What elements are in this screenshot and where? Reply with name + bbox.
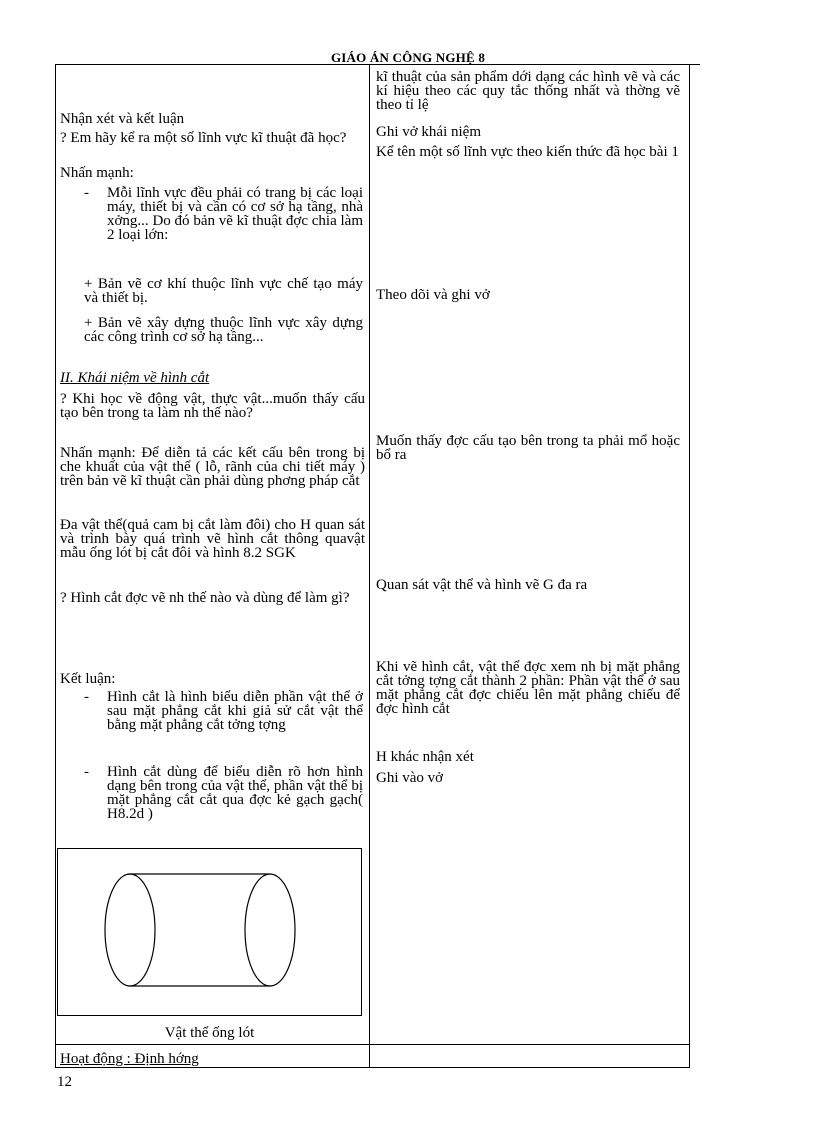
dua-vat-the: Đa vật thể(quả cam bị cắt làm đôi) cho H quan sát và trình bày quá trình vẽ hình cắt thông quavật mẫu ống lót bị cắt đôi và hình 8.2 SGK xyxy=(60,517,365,561)
figure-caption: Vật thể ống lót xyxy=(164,1025,255,1041)
right-quan-sat: Quan sát vật thể và hình vẽ G đa ra xyxy=(376,577,588,593)
right-ghi-vo-khai-niem: Ghi vở khái niệm xyxy=(376,124,481,140)
right-ke-ten: Kể tên một số lĩnh vực theo kiến thức đã học bài 1 xyxy=(376,144,679,160)
bullet-dash: - xyxy=(84,764,89,780)
header-rule xyxy=(55,64,700,65)
ket-luan-1: Hình cắt là hình biểu diễn phần vật thể ở sau mặt phẳng cắt khi giả sử cắt vật thể bằng mặt phẳng cắt tởng tợng xyxy=(107,689,363,733)
plus-co-khi: + Bản vẽ cơ khí thuộc lĩnh vực chế tạo máy và thiết bị. xyxy=(84,276,363,306)
right-ghi-vao-vo: Ghi vào vở xyxy=(376,770,444,786)
right-muon-thay: Muốn thấy đợc cấu tạo bên trong ta phải mổ hoặc bổ ra xyxy=(376,433,680,463)
footer-row-top-border xyxy=(55,1044,689,1045)
bullet-dash: - xyxy=(84,185,89,201)
nhan-manh-cat: Nhấn mạnh: Để diễn tả các kết cấu bên trong bị che khuất của vật thể ( lỗ, rãnh của chi tiết máy ) trên bản vẽ kĩ thuật cần phải dùng phơng pháp cắt xyxy=(60,445,365,489)
bullet-dash: - xyxy=(84,689,89,705)
question-linh-vuc: ? Em hãy kể ra một số lĩnh vực kĩ thuật đã học? xyxy=(60,130,347,146)
table-column-divider xyxy=(369,64,370,1068)
bullet-moi-linh-vuc: Mỗi lĩnh vực đều phải có trang bị các loại máy, thiết bị và cần có cơ sở hạ tầng, nhà xởng... Do đó bản vẽ kĩ thuật đợc chia làm 2 loại lớn: xyxy=(107,185,363,243)
right-h-khac: H khác nhận xét xyxy=(376,749,474,765)
question-hinh-cat: ? Hình cắt đợc vẽ nh thế nào và dùng để làm gì? xyxy=(60,590,350,606)
nhan-xet-heading: Nhận xét và kết luận xyxy=(60,111,185,127)
table-left-border xyxy=(55,64,56,1068)
section-hinh-cat-title: II. Khái niệm về hình cắt xyxy=(60,370,210,386)
ket-luan-2: Hình cắt dùng để biểu diễn rõ hơn hình dạng bên trong của vật thể, phần vật thể bị mặt phẳng cắt cắt qua đợc kẻ gạch gạch( H8.2d ) xyxy=(107,764,363,822)
hoat-dong-heading: Hoạt động : Định hớng xyxy=(60,1051,199,1067)
right-theo-doi: Theo dõi và ghi vở xyxy=(376,287,490,303)
nhan-manh-label: Nhấn mạnh: xyxy=(60,165,134,181)
table-bottom-border xyxy=(55,1067,689,1068)
figure-frame xyxy=(57,848,362,1016)
ket-luan-label: Kết luận: xyxy=(60,671,116,687)
page-header: GIÁO ÁN CÔNG NGHỆ 8 xyxy=(330,50,486,65)
right-khi-ve: Khi vẽ hình cắt, vật thể đợc xem nh bị mặt phẳng cắt tởng tợng cắt thành 2 phần: Phần vật thể ở sau mặt phẳng cắt đợc chiếu lên mặt phẳng chiếu để đợc hình cắt xyxy=(376,659,680,717)
cylinder-hidden-mask xyxy=(98,875,131,985)
plus-xay-dung: + Bản vẽ xây dựng thuộc lĩnh vực xây dựng các công trình cơ sở hạ tầng... xyxy=(84,315,363,345)
question-cau-tao: ? Khi học về động vật, thực vật...muốn thấy cấu tạo bên trong ta làm nh thế nào? xyxy=(60,391,365,421)
cylinder-front-ellipse xyxy=(245,874,295,986)
table-right-border xyxy=(689,64,690,1068)
cylinder-drawing xyxy=(58,849,361,1015)
page-number: 12 xyxy=(57,1074,72,1090)
right-ki-thuat: kĩ thuật của sản phẩm dới dạng các hình vẽ và các kí hiệu theo các quy tắc thống nhất và thờng vẽ theo tỉ lệ xyxy=(376,69,680,113)
